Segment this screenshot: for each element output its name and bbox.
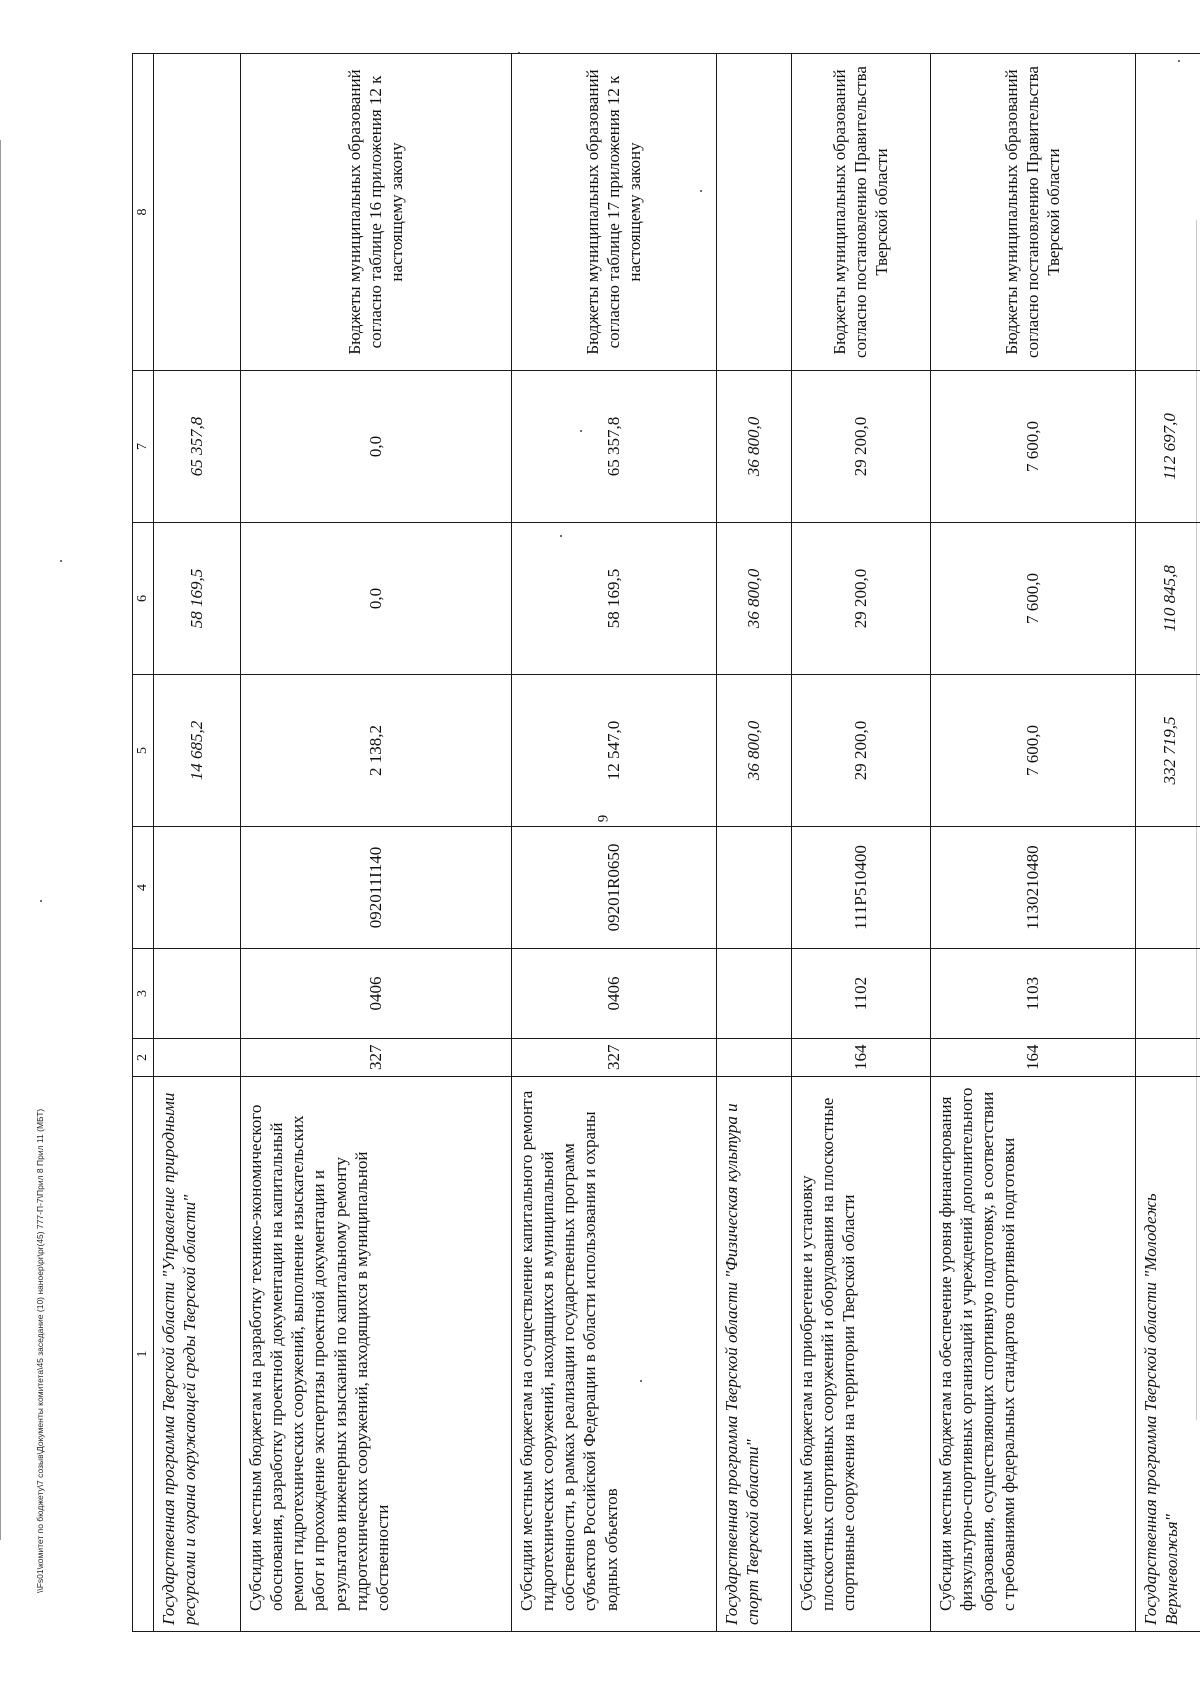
- section-code-cell: [716, 949, 791, 1039]
- column-header: 1: [133, 1077, 154, 1632]
- section-code-cell: 1102: [791, 949, 930, 1039]
- ministry-code-cell: [716, 1039, 791, 1077]
- target-code-cell: [1135, 827, 1200, 949]
- recipients-text: Бюджеты муниципальных образований согласно постановлению Правительства Тверской области: [829, 66, 892, 358]
- subsidy-row: [791, 54, 930, 1632]
- amount-year1-cell: 2 138,2: [240, 675, 511, 827]
- program-name-cell: Государственная программа Тверской области "Управление природными ресурсами и охрана окружающей среды Тверской области": [154, 1077, 241, 1632]
- section-code-cell: [1135, 949, 1200, 1039]
- amount-year2-cell: 7 600,0: [930, 523, 1135, 675]
- recipients-cell: [930, 54, 1135, 371]
- amount-year3-cell: 65 357,8: [154, 371, 241, 523]
- ministry-code-cell: 327: [511, 1039, 716, 1077]
- amount-year2-cell: 29 200,0: [791, 523, 930, 675]
- column-header: 2: [133, 1039, 154, 1077]
- subsidy-description-text: Субсидии местным бюджетам на разработку технико-экономического обоснования, разработку проектной документации на капитальный ремонт гидротехнических сооружений, выполнение изыскательских работ и прохождение экспертизы проектной документации и результатов инженерных изысканий по капитальному ремонту гидротехнических сооружений, находящихся в муниципальной собственности: [245, 1104, 393, 1611]
- column-header: 5: [133, 675, 154, 827]
- subsidy-description-cell: [791, 1077, 930, 1632]
- amount-year2-cell: 58 169,5: [511, 523, 716, 675]
- program-name-cell: Государственная программа Тверской области "Молодежь Верхневолжья": [1135, 1077, 1200, 1632]
- amount-year2-cell: 110 845,8: [1135, 523, 1200, 675]
- ministry-code-cell: 164: [930, 1039, 1135, 1077]
- program-name-cell: Государственная программа Тверской области "Физическая культура и спорт Тверской области": [716, 1077, 791, 1632]
- column-header: 8: [133, 54, 154, 371]
- amount-year3-cell: 65 357,8: [511, 371, 716, 523]
- rotated-sheet: [132, 54, 1200, 1632]
- target-code-cell: [716, 827, 791, 949]
- ministry-code-cell: [154, 1039, 241, 1077]
- ministry-code-cell: [1135, 1039, 1200, 1077]
- section-code-cell: 0406: [511, 949, 716, 1039]
- amount-year3-cell: 7 600,0: [930, 371, 1135, 523]
- column-header: 6: [133, 523, 154, 675]
- amount-year3-cell: 36 800,0: [716, 371, 791, 523]
- recipients-text: Бюджеты муниципальных образований согласно таблице 16 приложения 12 к настоящему закону: [344, 69, 407, 355]
- scan-edge-line: [0, 140, 1, 1540]
- recipients-cell: [1135, 54, 1200, 371]
- subsidy-description-text: Субсидии местным бюджетам на приобретение и установку плоскостных спортивных сооружений и оборудования на плоскостные спортивные сооружения на территории Тверской области: [796, 1097, 859, 1611]
- section-code-cell: 1103: [930, 949, 1135, 1039]
- amount-year1-cell: 12 547,0: [511, 675, 716, 827]
- footer-file-path: \\Fs01\комитет по бюджету\7 созыв\Документы комитета\45 заседание (10) наноер\pr\pr(45) 777-П-7\Прил 8 Прил 11 (МБТ): [35, 1108, 45, 1593]
- target-code-cell: 1130210480: [930, 827, 1135, 949]
- recipients-cell: [240, 54, 511, 371]
- subsidy-description-cell: [511, 1077, 716, 1632]
- amount-year3-cell: 112 697,0: [1135, 371, 1200, 523]
- subsidy-description-text: Субсидии местным бюджетам на осуществление капитального ремонта гидротехнических сооружений, находящихся в муниципальной собственности, в рамках реализации государственных программ субъектов Российской Федерации в области использования и охраны водных объектов: [516, 1090, 621, 1611]
- recipients-cell: [791, 54, 930, 371]
- ministry-code-cell: 327: [240, 1039, 511, 1077]
- column-header: 4: [133, 827, 154, 949]
- target-code-cell: [154, 827, 241, 949]
- target-code-cell: 09201R0650: [511, 827, 716, 949]
- column-header: 3: [133, 949, 154, 1039]
- subsidy-row: [930, 54, 1135, 1632]
- program-row: [716, 54, 791, 1632]
- page-number: 9: [595, 814, 612, 823]
- amount-year3-cell: 0,0: [240, 371, 511, 523]
- target-code-cell: 092011I140: [240, 827, 511, 949]
- ministry-code-cell: 164: [791, 1039, 930, 1077]
- recipients-text: Бюджеты муниципальных образований согласно постановлению Правительства Тверской области: [1001, 66, 1064, 358]
- section-code-cell: [154, 949, 241, 1039]
- amount-year3-cell: 29 200,0: [791, 371, 930, 523]
- amount-year1-cell: 36 800,0: [716, 675, 791, 827]
- scan-speck: [60, 560, 62, 562]
- subsidy-row: [240, 54, 511, 1632]
- subsidies-table: [132, 53, 1200, 1632]
- column-header: 7: [133, 371, 154, 523]
- recipients-cell: [154, 54, 241, 371]
- recipients-cell: [716, 54, 791, 371]
- amount-year1-cell: 29 200,0: [791, 675, 930, 827]
- subsidy-row: [511, 54, 716, 1632]
- amount-year2-cell: 36 800,0: [716, 523, 791, 675]
- program-row: [1135, 54, 1200, 1632]
- amount-year1-cell: 14 685,2: [154, 675, 241, 827]
- amount-year1-cell: 332 719,5: [1135, 675, 1200, 827]
- amount-year1-cell: 7 600,0: [930, 675, 1135, 827]
- header-row: [133, 54, 154, 1632]
- subsidy-description-text: Субсидии местным бюджетам на обеспечение уровня финансирования физкультурно-спортивных организаций и учреждений дополнительного образования, осуществляющих спортивную подготовку, в соответствии с требованиями федеральных стандартов спортивной подготовки: [935, 1087, 1019, 1611]
- recipients-cell: [511, 54, 716, 371]
- program-row: [154, 54, 241, 1632]
- target-code-cell: 111P510400: [791, 827, 930, 949]
- amount-year2-cell: 0,0: [240, 523, 511, 675]
- subsidy-description-cell: [240, 1077, 511, 1632]
- subsidy-description-cell: [930, 1077, 1135, 1632]
- recipients-text: Бюджеты муниципальных образований согласно таблице 17 приложения 12 к настоящему закону: [582, 69, 645, 355]
- section-code-cell: 0406: [240, 949, 511, 1039]
- amount-year2-cell: 58 169,5: [154, 523, 241, 675]
